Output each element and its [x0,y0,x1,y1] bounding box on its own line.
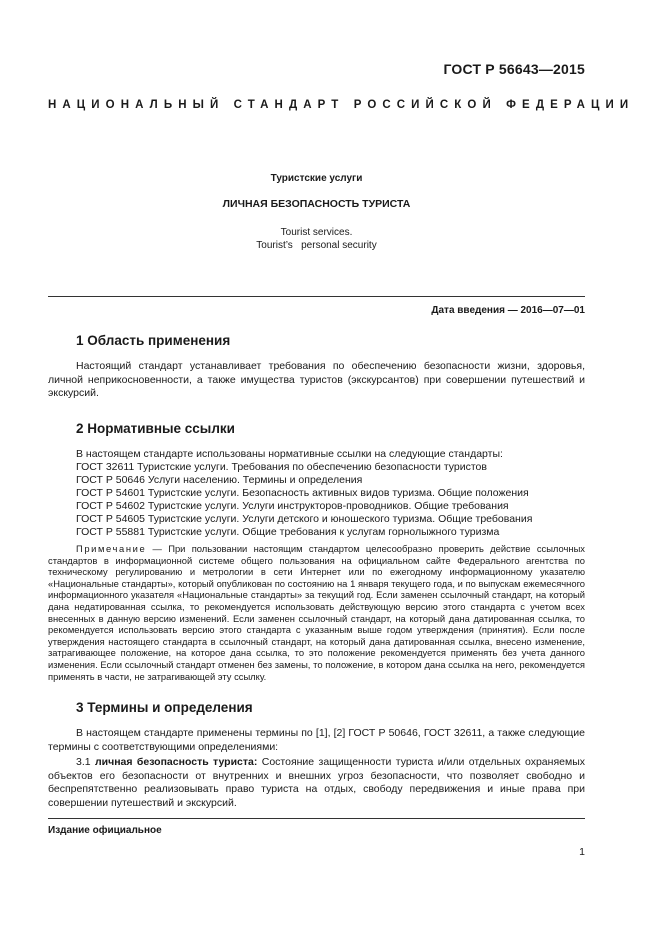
page-number: 1 [579,846,585,858]
reference-item: ГОСТ Р 54605 Туристские услуги. Услуги детского и юношеского туризма. Общие требования [76,513,533,525]
gost-code: ГОСТ Р 56643—2015 [443,61,585,77]
term-number: 3.1 [76,756,95,769]
section-2-heading: 2 Нормативные ссылки [76,420,235,436]
title-category: Туристские услуги [270,173,363,184]
section-3-heading: 3 Термины и определения [76,700,253,716]
footer-divider [48,818,585,819]
title-english [48,226,585,252]
reference-item: ГОСТ Р 54602 Туристские услуги. Услуги инструкторов-проводников. Общие требования [76,500,509,512]
section-1-text: Настоящий стандарт устанавливает требования по обеспечению безопасности жизни, здоровья, личной неприкосновенности, а также имущества туристов (экскурсантов) при совершении путешествий и экскурсий. [48,360,585,399]
reference-item: ГОСТ Р 55881 Туристские услуги. Общие требования к услугам горнолыжного туризма [76,526,500,538]
note-label: Примечание [76,543,147,554]
introduction-date: Дата введения — 2016—07—01 [431,305,585,316]
section-1-heading: 1 Область применения [76,333,231,348]
normative-references-list [48,461,585,539]
title-divider [48,296,585,297]
reference-item: ГОСТ 32611 Туристские услуги. Требования по обеспечению безопасности туристов [76,461,487,473]
document-title: ЛИЧНАЯ БЕЗОПАСНОСТЬ ТУРИСТА [222,198,411,210]
term-definition [48,756,585,810]
main-content [48,333,585,810]
references-note [48,543,585,682]
note-text: — При пользовании настоящим стандартом целесообразно проверить действие ссылочных стандартов в информационной системе общего пользования на официальном сайте Федерального агентства по техническому регулированию и метрологии в сети Интернет или по ежегодному информационному указателю «Национальные стандарты», который опубликован по состоянию на 1 января текущего года, и по выпускам ежемесячного информационного указателя «Национальные стандарты» за текущий год. Если заменен ссылочный стандарт, на который дана недатированная ссылка, то рекомендуется использовать действующую версию этого стандарта с учетом всех внесенных в данную версию изменений. Если заменен ссылочный стандарт, на который дана датированная ссылка, то рекомендуется использовать версию этого стандарта с указанным выше годом утверждения (принятия). Если после утверждения настоящего стандарта в ссылочный стандарт, на который дана датированная ссылка, внесено изменение, затрагивающее положение, на которое дана ссылка, то это положение рекомендуется применять без учета данного изменения. Если ссылочный стандарт отменен без замены, то положение, в котором дана ссылка на него, рекомендуется применять в части, не затрагивающей эту ссылку. [48,543,585,682]
national-standard-heading: НАЦИОНАЛЬНЫЙ СТАНДАРТ РОССИЙСКОЙ ФЕДЕРАЦИИ [48,99,635,111]
title-english-line1: Tourist services. [280,227,353,238]
term-name: личная безопасность туриста: [94,756,258,769]
title-block [48,173,585,252]
reference-item: ГОСТ Р 50646 Услуги населению. Термины и определения [76,474,363,486]
official-edition-label: Издание официальное [48,825,162,836]
reference-item: ГОСТ Р 54601 Туристские услуги. Безопасность активных видов туризма. Общие положения [76,487,529,499]
section-3-lead: В настоящем стандарте применены термины по [1], [2] ГОСТ Р 50646, ГОСТ 32611, а также следующие термины с соответствующими определениями: [48,727,585,753]
section-2-lead: В настоящем стандарте использованы нормативные ссылки на следующие стандарты: [76,447,503,460]
title-english-line2: Tourist’s personal security [256,240,377,251]
term-text: Состояние защищенности туриста и/или отдельных охраняемых объектов его безопасности от внутренних и внешних угроз безопасности, что позволяет свободно и беспрепятственно реализовывать право туриста на отдых, свободу передвижения и иные права при совершении путешествий и экскурсий. [48,756,585,809]
